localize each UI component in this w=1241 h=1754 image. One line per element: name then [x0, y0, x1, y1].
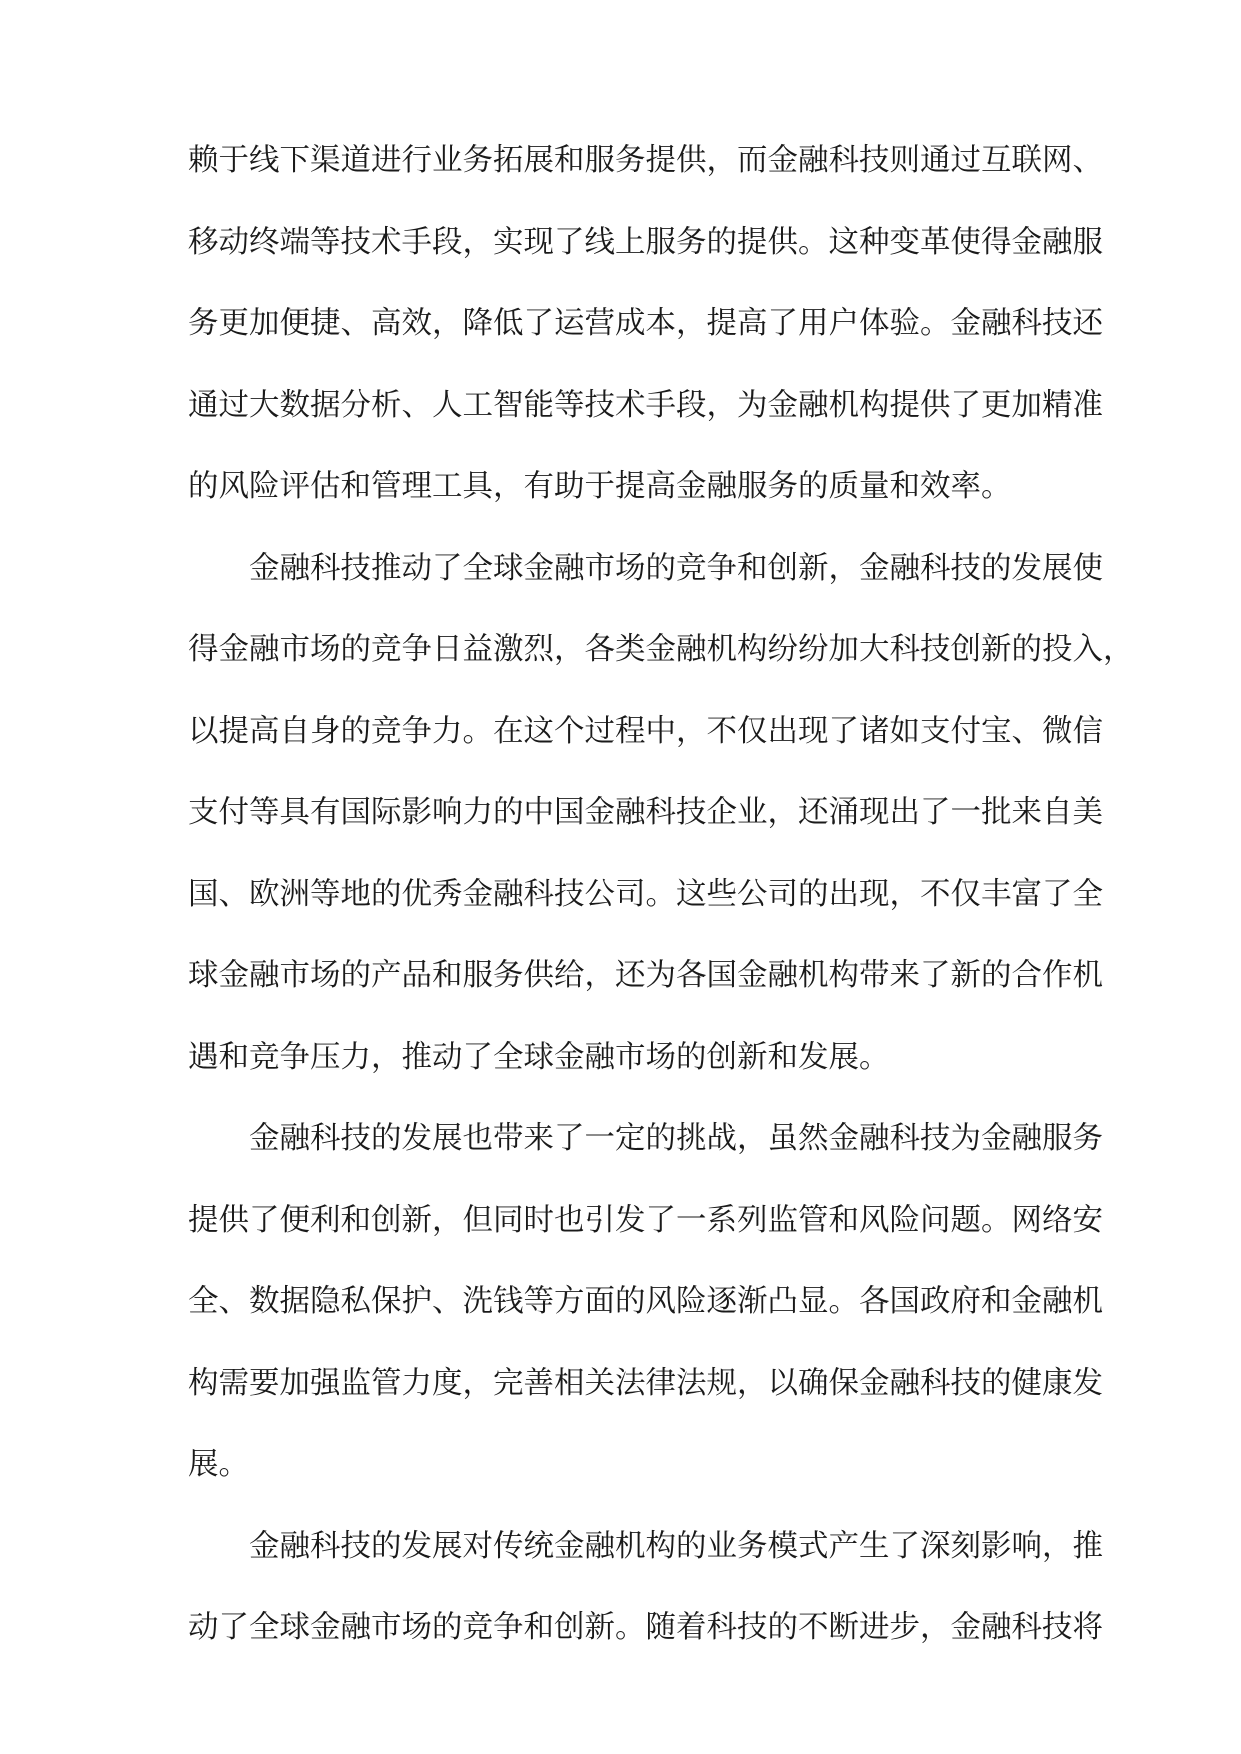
- text-line: 得金融市场的竞争日益激烈，各类金融机构纷纷加大科技创新的投入，: [188, 632, 1134, 667]
- paragraph-continuation: [188, 120, 1103, 528]
- text-line: 展。: [188, 1447, 249, 1482]
- text-line: 务更加便捷、高效，降低了运营成本，提高了用户体验。金融科技还: [188, 306, 1103, 341]
- text-line: 以提高自身的竞争力。在这个过程中，不仅出现了诸如支付宝、微信: [188, 713, 1103, 749]
- text-line: 支付等具有国际影响力的中国金融科技企业，还涌现出了一批来自美: [188, 795, 1103, 830]
- text-line: 国、欧洲等地的优秀金融科技公司。这些公司的出现，不仅丰富了全: [188, 876, 1103, 912]
- text-line: 遇和竞争压力，推动了全球金融市场的创新和发展。: [188, 1039, 890, 1075]
- text-line: 全、数据隐私保护、洗钱等方面的风险逐渐凸显。各国政府和金融机: [188, 1284, 1103, 1319]
- text-line: 球金融市场的产品和服务供给，还为各国金融机构带来了新的合作机: [188, 958, 1103, 993]
- text-line: 金融科技推动了全球金融市场的竞争和创新，金融科技的发展使: [249, 550, 1103, 586]
- document-body: [188, 120, 1134, 1669]
- text-line: 动了全球金融市场的竞争和创新。随着科技的不断进步，金融科技将: [188, 1610, 1103, 1645]
- text-line: 通过大数据分析、人工智能等技术手段，为金融机构提供了更加精准: [188, 387, 1103, 423]
- text-line: 构需要加强监管力度，完善相关法律法规，以确保金融科技的健康发: [188, 1365, 1103, 1401]
- text-line: 金融科技的发展也带来了一定的挑战，虽然金融科技为金融服务: [249, 1121, 1103, 1156]
- text-line: 提供了便利和创新，但同时也引发了一系列监管和风险问题。网络安: [188, 1202, 1103, 1238]
- paragraph-challenges: [188, 1098, 1103, 1506]
- text-line: 金融科技的发展对传统金融机构的业务模式产生了深刻影响，推: [249, 1528, 1103, 1564]
- paragraph-competition: [188, 528, 1134, 1099]
- text-line: 移动终端等技术手段，实现了线上服务的提供。这种变革使得金融服: [188, 224, 1103, 260]
- text-line: 的风险评估和管理工具，有助于提高金融服务的质量和效率。: [188, 469, 1012, 504]
- text-line: 赖于线下渠道进行业务拓展和服务提供，而金融科技则通过互联网、: [188, 143, 1103, 178]
- paragraph-impact: [188, 1506, 1103, 1669]
